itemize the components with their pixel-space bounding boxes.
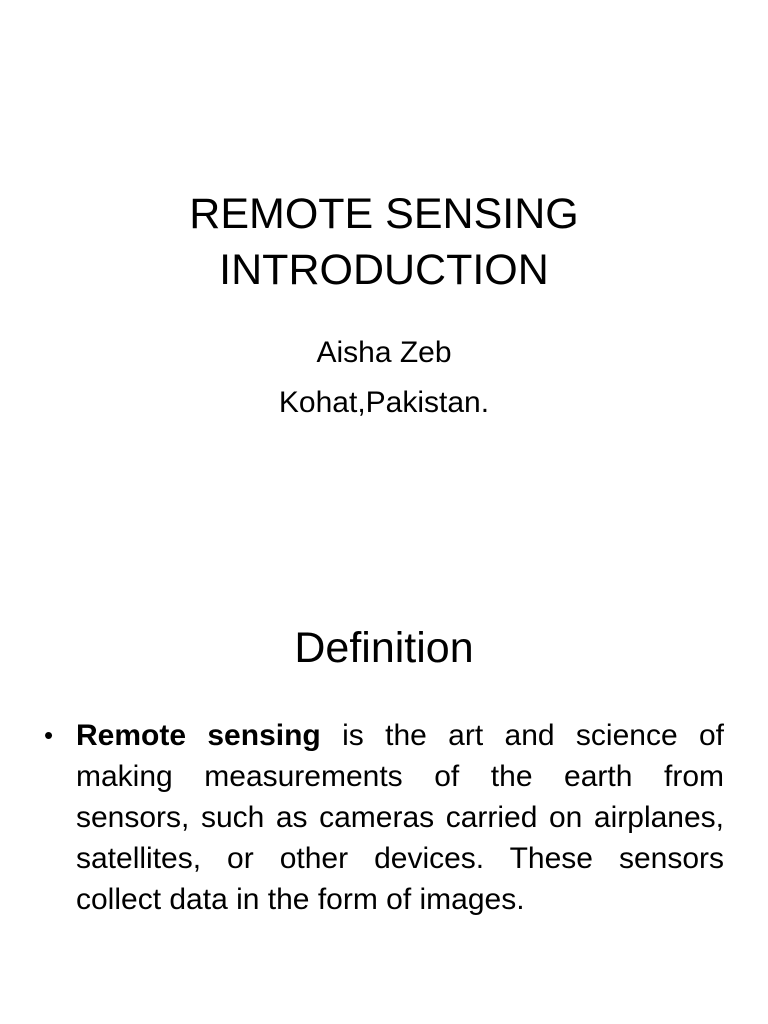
title-line-1: REMOTE SENSING: [189, 190, 579, 238]
author-name: Aisha Zeb: [316, 336, 452, 369]
bullet-list: [44, 715, 724, 920]
bullet-item: [44, 715, 724, 920]
slide-subtitle: [0, 328, 768, 428]
definition-slide: [0, 580, 768, 1024]
definition-text: is the art and science of making measurements of the earth from sensors, such as cameras carried on airplanes, satellites, or other devices. These sensors collect data in the form of images.: [76, 719, 724, 916]
author-location: Kohat,Pakistan.: [278, 386, 490, 419]
bullet-marker: •: [44, 720, 54, 750]
definition-title: Definition: [294, 624, 474, 672]
definition-term: Remote sensing: [76, 719, 321, 752]
slide-title: [0, 186, 768, 298]
title-line-2: INTRODUCTION: [219, 246, 549, 294]
